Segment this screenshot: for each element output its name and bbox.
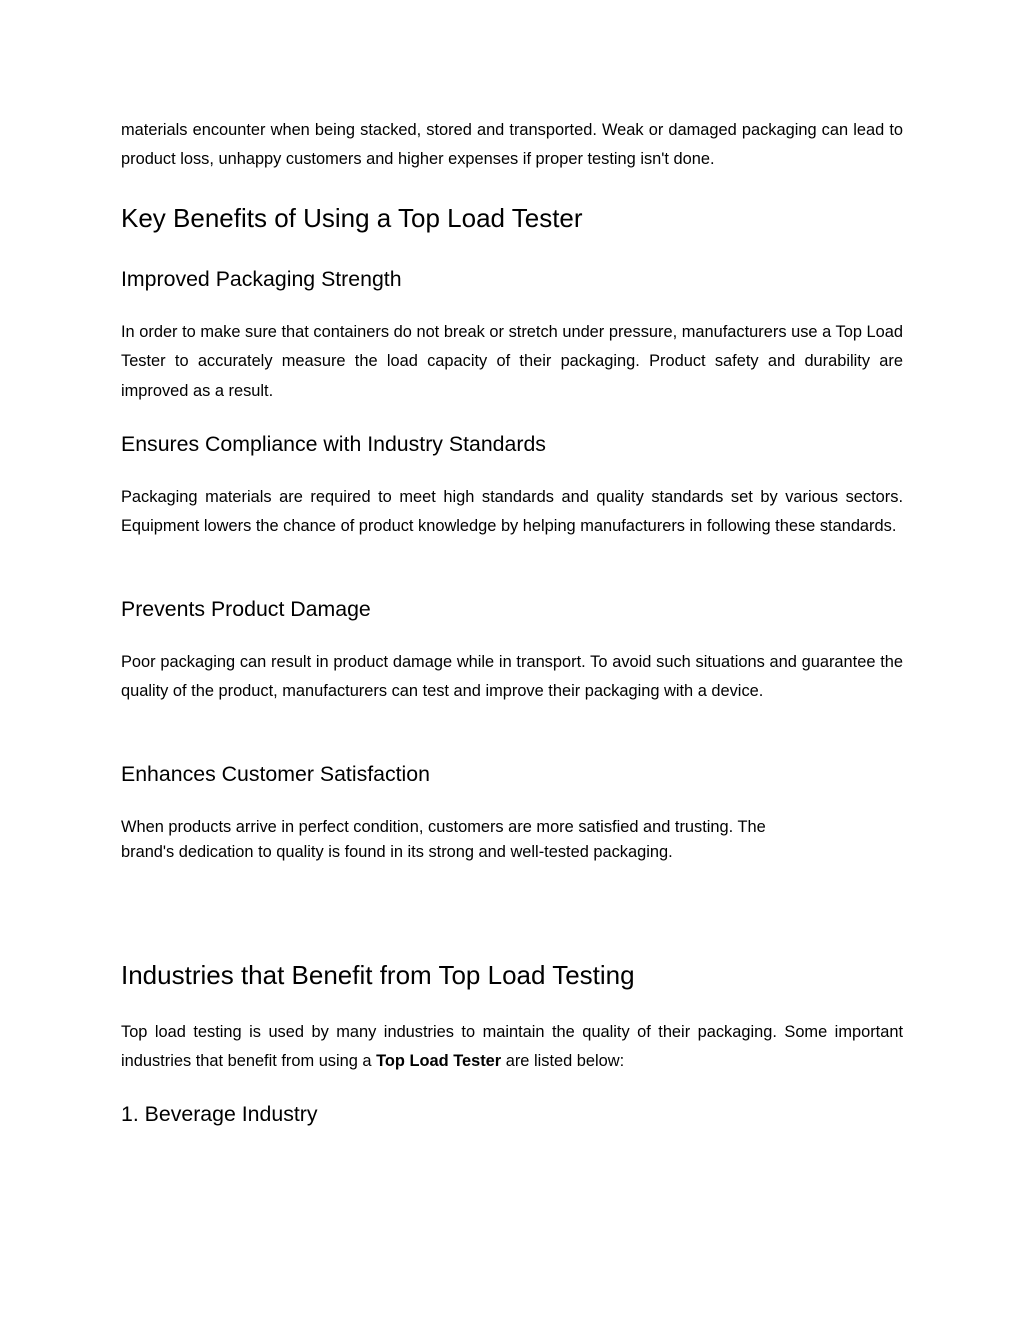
section-title-customer-satisfaction: Enhances Customer Satisfaction — [121, 762, 430, 786]
top-load-tester-bold: Top Load Tester — [376, 1052, 502, 1071]
customer-satisfaction-line-1: When products arrive in perfect condition, customers are more satisfied and trusting. The — [121, 818, 766, 836]
section-title-packaging-strength: Improved Packaging Strength — [121, 267, 402, 291]
industry-item-beverage: 1. Beverage Industry — [121, 1102, 318, 1126]
intro-paragraph: materials encounter when being stacked, stored and transported. Weak or damaged packaging can lead to product loss, unhappy customers and higher expenses if proper testing isn't done. — [121, 121, 903, 169]
benefits-heading: Key Benefits of Using a Top Load Tester — [121, 203, 583, 233]
section-body-customer-satisfaction — [121, 815, 903, 864]
industries-intro-tail: are listed below: — [501, 1052, 625, 1071]
section-body-compliance: Packaging materials are required to meet high standards and quality standards set by various sectors. Equipment lowers the chance of product knowledge by helping manufacturers in following these standards. — [121, 488, 903, 536]
section-body-product-damage: Poor packaging can result in product damage while in transport. To avoid such situations and guarantee the quality of the product, manufacturers can test and improve their packaging with a device. — [121, 653, 903, 701]
industries-heading: Industries that Benefit from Top Load Testing — [121, 960, 635, 990]
section-body-packaging-strength: In order to make sure that containers do not break or stretch under pressure, manufacturers use a Top Load Tester to accurately measure the load capacity of their packaging. Product safety and durability are improved as a result. — [121, 323, 903, 400]
customer-satisfaction-line-2: brand's dedication to quality is found in its strong and well-tested packaging. — [121, 842, 673, 861]
industries-intro-text: Top load testing is used by many industries to maintain the quality of their packaging. Some important industries that benefit from using a — [121, 1023, 903, 1071]
section-title-compliance: Ensures Compliance with Industry Standards — [121, 432, 546, 456]
industries-intro-paragraph — [121, 1018, 903, 1077]
section-title-product-damage: Prevents Product Damage — [121, 597, 371, 621]
